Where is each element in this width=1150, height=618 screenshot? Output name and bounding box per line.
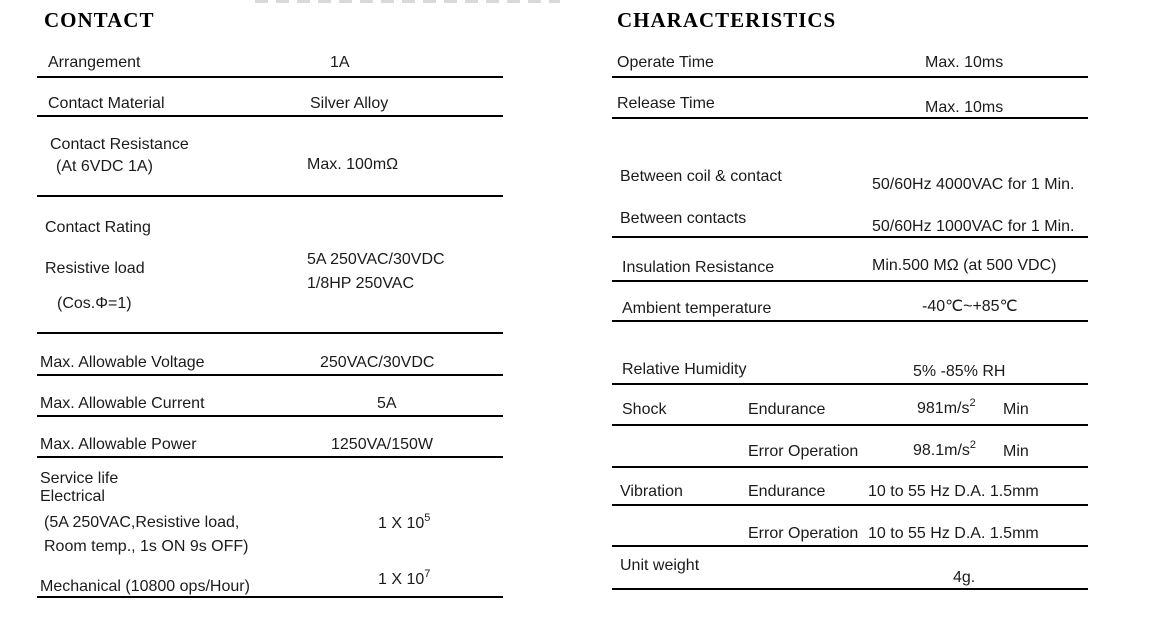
contact-value-max-power: 1250VA/150W xyxy=(331,436,433,453)
char-value-unit-weight: 4g. xyxy=(953,569,976,586)
char-value-insulation: Min.500 MΩ (at 500 VDC) xyxy=(872,257,1057,274)
contact-value-material: Silver Alloy xyxy=(310,95,389,112)
table-rule xyxy=(37,195,503,197)
value-exponent: 2 xyxy=(969,438,977,451)
char-sublabel-vibration-endurance: Endurance xyxy=(748,483,826,500)
char-unit-shock-endurance: Min xyxy=(1003,401,1029,418)
table-rule xyxy=(612,320,1088,322)
contact-label-max-current: Max. Allowable Current xyxy=(40,395,205,412)
contact-value-resistance: Max. 100mΩ xyxy=(307,156,399,173)
value-base: 981m/s xyxy=(917,400,970,417)
char-label-unit-weight: Unit weight xyxy=(620,557,700,574)
contact-value-resistive-load-line1: 5A 250VAC/30VDC xyxy=(307,251,445,268)
contact-label-cos-phi: (Cos.Φ=1) xyxy=(57,295,132,312)
contact-label-electrical-cond1: (5A 250VAC,Resistive load, xyxy=(44,514,240,531)
char-label-between-coil-contact: Between coil & contact xyxy=(620,168,782,185)
char-value-humidity: 5% -85% RH xyxy=(913,363,1006,380)
char-label-operate-time: Operate Time xyxy=(617,54,714,71)
char-unit-shock-error: Min xyxy=(1003,443,1029,460)
clipped-text-artifact xyxy=(255,0,560,3)
table-rule xyxy=(612,504,1088,506)
contact-title: CONTACT xyxy=(44,8,155,32)
value-base: 1 X 10 xyxy=(378,571,425,588)
contact-label-mechanical: Mechanical (10800 ops/Hour) xyxy=(40,578,250,595)
value-base: 98.1m/s xyxy=(913,442,970,459)
table-rule xyxy=(37,456,503,458)
contact-label-material: Contact Material xyxy=(48,95,165,112)
char-label-humidity: Relative Humidity xyxy=(622,361,747,378)
char-label-release-time: Release Time xyxy=(617,95,715,112)
table-rule xyxy=(612,236,1088,238)
contact-label-resistance-line2: (At 6VDC 1A) xyxy=(56,158,153,175)
table-rule xyxy=(37,374,503,376)
table-rule xyxy=(612,117,1088,119)
table-rule xyxy=(612,76,1088,78)
table-rule xyxy=(612,466,1088,468)
char-sublabel-vibration-error: Error Operation xyxy=(748,525,859,542)
char-label-between-contacts: Between contacts xyxy=(620,210,747,227)
contact-value-resistive-load-line2: 1/8HP 250VAC xyxy=(307,275,415,292)
contact-value-arrangement: 1A xyxy=(330,54,350,71)
contact-label-arrangement: Arrangement xyxy=(48,54,141,71)
contact-label-electrical: Electrical xyxy=(40,488,105,505)
char-value-shock-error xyxy=(913,438,977,460)
char-value-release-time: Max. 10ms xyxy=(925,99,1004,116)
characteristics-title: CHARACTERISTICS xyxy=(617,8,837,32)
char-label-vibration: Vibration xyxy=(620,483,683,500)
char-sublabel-shock-endurance: Endurance xyxy=(748,401,826,418)
char-label-ambient-temp: Ambient temperature xyxy=(622,300,772,317)
contact-label-resistive-load: Resistive load xyxy=(45,260,145,277)
table-rule xyxy=(612,424,1088,426)
char-value-operate-time: Max. 10ms xyxy=(925,54,1004,71)
table-rule xyxy=(37,596,503,598)
contact-value-electrical-life xyxy=(378,511,431,533)
char-value-between-coil-contact: 50/60Hz 4000VAC for 1 Min. xyxy=(872,176,1075,193)
contact-value-mechanical-life xyxy=(378,567,431,589)
contact-label-rating: Contact Rating xyxy=(45,219,151,236)
char-value-shock-endurance xyxy=(917,396,976,418)
value-base: 1 X 10 xyxy=(378,515,425,532)
table-rule xyxy=(37,332,503,334)
contact-label-electrical-cond2: Room temp., 1s ON 9s OFF) xyxy=(44,538,249,555)
char-sublabel-shock-error: Error Operation xyxy=(748,443,859,460)
table-rule xyxy=(612,280,1088,282)
value-exponent: 5 xyxy=(424,511,431,524)
table-rule xyxy=(37,415,503,417)
value-exponent: 7 xyxy=(424,567,431,580)
contact-label-max-voltage: Max. Allowable Voltage xyxy=(40,354,205,371)
table-rule xyxy=(612,545,1088,547)
char-label-shock: Shock xyxy=(622,401,667,418)
char-label-insulation: Insulation Resistance xyxy=(622,259,775,276)
char-value-vibration-endurance: 10 to 55 Hz D.A. 1.5mm xyxy=(868,483,1039,500)
contact-value-max-current: 5A xyxy=(377,395,397,412)
char-value-between-contacts: 50/60Hz 1000VAC for 1 Min. xyxy=(872,218,1075,235)
table-rule xyxy=(612,588,1088,590)
table-rule xyxy=(37,115,503,117)
contact-label-resistance-line1: Contact Resistance xyxy=(50,136,189,153)
table-rule xyxy=(612,383,1088,385)
value-exponent: 2 xyxy=(969,396,976,409)
table-rule xyxy=(37,76,503,78)
contact-label-service-life: Service life xyxy=(40,470,119,487)
char-value-ambient-temp: -40℃~+85℃ xyxy=(922,298,1018,315)
char-value-vibration-error: 10 to 55 Hz D.A. 1.5mm xyxy=(868,525,1039,542)
contact-label-max-power: Max. Allowable Power xyxy=(40,436,197,453)
contact-value-max-voltage: 250VAC/30VDC xyxy=(320,354,435,371)
